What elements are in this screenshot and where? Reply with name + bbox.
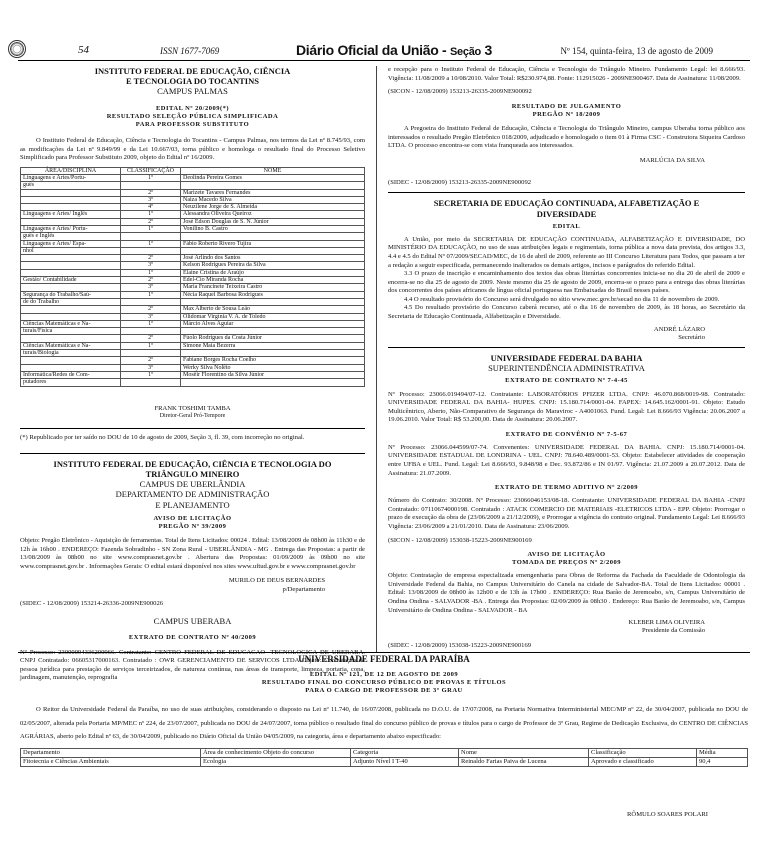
table-row — [21, 189, 365, 196]
result-body: A Pregoeira do Instituto Federal de Educação, Ciência e Tecnologia do Triângulo Mineiro, campus Uberaba torna público aos interessados o resultado Pregão Eletrônico 018/2009, adjudicado e homologado o item 01 à Firma CSC - Construtora Siqueira Cardoso LTDA. O processo encontra-se com vista franqueada aos interessados. — [388, 124, 745, 150]
cell-name — [181, 379, 365, 386]
table-row — [21, 255, 365, 262]
table-row — [21, 196, 365, 203]
contract-extract-body: Nº Processo: 23066.019494/07-12. Contratante: LABORATÓRIOS PFIZER LTDA. CNPJ: 46.070.868/0019-98. Contratado: UNIVERSIDADE FEDERAL DA BAHIA- HUPES. CNPJ: 15.180.714/0001-04. FAPEX: 14.645.162/0001-91. Objeto: Estudo Multicêntrico, Aberto, Não-Comparativo de Segurança do Maraviroc - A4001063. Fund. Legal: Lei 8.666/93 Vigência: 20.06.2007 a 19.06.2010. Valor Total: R$ 53.200,00. Data de Assinatura: 20.06.2007. — [388, 390, 745, 424]
signatory-name: KLEBER LIMA OLIVEIRA — [628, 619, 705, 627]
cell-area — [21, 204, 121, 211]
cell-name — [181, 247, 365, 254]
edital-title: EDITAL Nº 121, DE 12 DE AGOSTO DE 2009 — [309, 670, 459, 678]
edital-title: EDITAL Nº 20/2009(*) — [155, 104, 230, 112]
table-row — [21, 328, 365, 335]
cell-area — [21, 364, 121, 371]
table-row — [21, 233, 365, 240]
section-number: 3 — [484, 42, 493, 58]
cell-class: 2º — [121, 255, 181, 262]
table-row — [21, 174, 365, 181]
cell-name: Fábio Roberto Rivero Tujira — [181, 240, 365, 247]
table-row — [21, 218, 365, 225]
left-column — [20, 66, 365, 683]
cell-name: Mosêir Florentino da Silva Júnior — [181, 371, 365, 378]
contract-extract-title: EXTRATO DE CONTRATO Nº 7-4-45 — [505, 377, 628, 385]
cell-class: 2º — [121, 189, 181, 196]
cell-area: de do Trabalho — [21, 298, 121, 305]
table-row — [21, 277, 365, 284]
cell-class — [121, 379, 181, 386]
sidec-code: (SIDEC - 12/08/2009) 153038-15223-2009NE900169 — [388, 641, 532, 649]
cell-class: 1º — [121, 342, 181, 349]
ufba-name: UNIVERSIDADE FEDERAL DA BAHIA — [490, 353, 643, 364]
divider — [388, 347, 745, 348]
amendment-extract-title: EXTRATO DE TERMO ADITIVO Nº 2/2009 — [494, 484, 639, 492]
cell-area — [21, 306, 121, 313]
results-table — [20, 167, 365, 387]
table-row — [21, 335, 365, 342]
cell-classification: Aprovado e classificado — [589, 757, 697, 766]
cell-area: guês — [21, 182, 121, 189]
cell-class: 1º — [121, 269, 181, 276]
ufpb-results-table — [20, 748, 748, 767]
cell-name: Olidomar Virgínia V. A. de Toledo — [181, 313, 365, 320]
table-row — [21, 291, 365, 298]
sidec-code: (SIDEC - 12/08/2009) 153213-26335-2009NE900092 — [388, 178, 532, 186]
ift-campus: CAMPUS PALMAS — [157, 86, 228, 97]
amendment-extract-body: Número do Contrato: 30/2008. Nº Processo: 23066046153/08-18. Contratante: UNIVERSIDADE FEDERAL DA BAHIA -CNPJ Contratado: 07110674000198. Contratado : ATACK COMERCIO DE MATERIAIS -ELETRICOS LTDA - EPP. Objeto: Prorrogar o prazo de execução da obra de (23/06/2009 a 21/12/2009), e Prorrogar a vigência do contrato original. Fundamento Legal: Lei 8.666/93 Vigência: 23/06/2009 a 21/01/2010. Data de Assinatura: 23/06/2009. — [388, 497, 745, 530]
cell-class: 3º — [121, 262, 181, 269]
cell-class: 2º — [121, 218, 181, 225]
col-name: Nome — [459, 748, 589, 757]
cell-class: 1º — [121, 320, 181, 327]
cell-area: Ecologia — [201, 757, 351, 766]
cell-name — [181, 233, 365, 240]
extrato-body: Nº Processo: 23000094336200966. Contratante: CENTRO FEDERAL DE EDUCACAO -TECNOLOGICA DE UBERABA. CNPJ Contratado: 06605317000163. Contratado : OWR GERENCIAMENTO DE SERVICOS LTDA-Objeto: Contratação de pessoa jurídica para prestação de serviços terceirizados, de natureza contínua, nas áreas de transporte, limpeza, portaria, copa, jardinagem, manutenção, reprografia — [20, 648, 365, 682]
cell-area: Segurança do Trabalho/Saú- — [21, 291, 121, 298]
signatory-role: Secretário — [678, 333, 705, 341]
cell-area: Gestão/ Contabilidade — [21, 277, 121, 284]
edital-subtitle-2: PARA O CARGO DE PROFESSOR DE 3º GRAU — [305, 687, 463, 695]
continued-text: e recepção para o Instituto Federal de Educação, Ciência e Tecnologia do Triângulo Mineiro. Fundamento Legal: lei 8.666/93. Vigência: 11/08/2009 a 10/08/2010. Valor Total: R$230.974,88. Fonte: 112915026 - 2009NE900467. Data de Assinatura: 11/08/2009. — [388, 66, 745, 82]
table-row — [21, 182, 365, 189]
divider — [388, 192, 745, 193]
cell-area: putadores — [21, 379, 121, 386]
page-header — [0, 0, 768, 62]
cell-name — [181, 350, 365, 357]
table-row — [21, 306, 365, 313]
cell-area — [21, 218, 121, 225]
campus-uberaba: CAMPUS UBERABA — [153, 616, 232, 627]
cell-class: 3º — [121, 284, 181, 291]
cell-area: Linguagens e Artes/ Espa- — [21, 240, 121, 247]
republication-note: (*) Republicado por ter saído no DOU de 10 de agosto de 2009, Seção 3, fl. 39, com incorreção no original. — [20, 434, 305, 442]
cell-area — [21, 357, 121, 364]
table-row — [21, 757, 748, 766]
iftm-dept: DEPARTAMENTO DE ADMINISTRAÇÃO — [115, 489, 270, 500]
col-class: CLASSIFICAÇÃO — [121, 167, 181, 174]
table-row — [21, 211, 365, 218]
cell-class: 1º — [121, 240, 181, 247]
cell-name — [181, 298, 365, 305]
cell-name: Marizete Tavares Fernandes — [181, 189, 365, 196]
table-row — [21, 342, 365, 349]
cell-class — [121, 247, 181, 254]
cell-name: Max Alberto de Sousa Leão — [181, 306, 365, 313]
cell-area — [21, 269, 121, 276]
cell-class — [121, 233, 181, 240]
issn: ISSN 1677-7069 — [160, 46, 220, 56]
secad-paragraph-3: 4.4 O resultado provisório do Concurso será divulgado no sítio www.mec.gov.br/secad no dia 11 de novembro de 2009. — [404, 295, 720, 303]
edital-subtitle-1: RESULTADO FINAL DO CONCURSO PÚBLICO DE PROVAS E TÍTULOS — [261, 678, 507, 686]
col-department: Departamento — [21, 748, 201, 757]
secad-edital: EDITAL — [552, 222, 581, 230]
cell-name — [181, 328, 365, 335]
page-number: 54 — [78, 44, 89, 56]
aviso-title: AVISO DE LICITAÇÃO — [153, 514, 232, 522]
aviso-subtitle: PREGÃO Nº 39/2009 — [158, 522, 227, 530]
table-row — [21, 379, 365, 386]
ufba-superintendency: SUPERINTENDÊNCIA ADMINISTRATIVA — [488, 363, 645, 374]
secad-title: SECRETARIA DE EDUCAÇÃO CONTINUADA, ALFABETIZAÇÃO E — [433, 198, 700, 209]
agreement-extract-body: Nº Processo: 23066.044599/07-74. Convenentes: UNIVERSIDADE FEDERAL DA BAHIA. CNPJ: 15.180.714/0001-04. UNIVERSIDADE ESTADUAL DE LONDRINA - UEL. CNPJ: 78.640.489/0001-53. Objeto: Estabelecer atividades de cooperação entre UFBA e UEL. Fund. Legal: Lei 8.666/93, 9.848/98 e Dec. 93.872/86 e IN 01/97. Vigência: 21.07.2009 a 20.07.2012. Data de Assinatura: 21.07.2009. — [388, 443, 745, 477]
cell-name: Reinaldo Farias Paiva de Lucena — [459, 757, 589, 766]
signatory-name: RÔMULO SOARES POLARI — [627, 810, 708, 818]
column-separator — [376, 66, 377, 653]
result-subtitle: PREGÃO Nº 18/2009 — [532, 110, 601, 118]
table-row — [21, 204, 365, 211]
cell-name: Márcio Alves Aguiar — [181, 320, 365, 327]
table-row — [21, 269, 365, 276]
divider — [20, 428, 365, 429]
cell-area — [21, 255, 121, 262]
cell-department: Fitotecnia e Ciências Ambientais — [21, 757, 201, 766]
cell-name: Vonilino B. Castro — [181, 226, 365, 233]
table-row — [21, 313, 365, 320]
bottom-section — [20, 654, 748, 819]
cell-class: 1º — [121, 371, 181, 378]
cell-class: 2º — [121, 306, 181, 313]
coat-of-arms-icon — [8, 40, 26, 58]
table-row — [21, 298, 365, 305]
table-row — [21, 226, 365, 233]
cell-name: Nécia Raquel Barbosa Rodrigues — [181, 291, 365, 298]
cell-name: José Arlindo dos Santos — [181, 255, 365, 262]
cell-name: Fúolo Rodrigues da Costa Júnior — [181, 335, 365, 342]
signatory-name: MARLÚCIA DA SILVA — [639, 156, 705, 164]
cell-name: Fabiane Borges Rocha Coelho — [181, 357, 365, 364]
signatory-role: p/Departamento — [282, 585, 325, 593]
cell-area: turais/Física — [21, 328, 121, 335]
signatory-role: Presidente da Comissão — [642, 627, 705, 635]
col-classification: Classificação — [589, 748, 697, 757]
cell-class: 3º — [121, 196, 181, 203]
bid-notice-title: AVISO DE LICITAÇÃO — [527, 551, 606, 559]
cell-class: 1º — [121, 174, 181, 181]
edital-body: O Reitor da Universidade Federal da Paraíba, no uso de suas atribuições, considerando o disposto na Lei nº 11.740, de 16/07/2008, publicada no D.O.U. de 17/07/2008, na Portaria Normativa Interministerial MEC/MP nº 22, de 30/04/2007, publicada no DOU de 02/05/2007, alterada pela Portaria MP/MEC nº 224, de 23/07/2007, publicada no DOU de 24/07/2007, torna público o resultado final do concurso público de provas e títulos para o cargo de Professor de 3º Grau, Regime de Dedicação Exclusiva, do CENTRO DE CIÊNCIAS AGRÁRIAS, aberto pelo Edital nº 63, de 30/04/2009, publicado no Diário Oficial da União 04/05/2009, na categoria, área e departamento abaixo especificado: — [20, 706, 748, 741]
right-column — [388, 66, 745, 650]
cell-area — [21, 313, 121, 320]
cell-class — [121, 182, 181, 189]
cell-class — [121, 328, 181, 335]
divider — [20, 453, 365, 454]
cell-area: Linguagens e Artes/ Portu- — [21, 226, 121, 233]
cell-area: guês e Inglês — [21, 233, 121, 240]
col-average: Média — [697, 748, 748, 757]
cell-name — [181, 182, 365, 189]
cell-name: Deolinda Pereira Gomes — [181, 174, 365, 181]
cell-name: Neuzilene Jorge de S. Almeida — [181, 204, 365, 211]
signatory-name: MURILO DE DEUS BERNARDES — [228, 577, 325, 585]
cell-name: Naiza Macedo Silva — [181, 196, 365, 203]
secad-title-2: DIVERSIDADE — [536, 208, 597, 219]
bid-notice-body: Objeto: Contratação de empresa especializada emengenharia para Obras de Reforma da Fachada da Faculdade de Odontologia da Universidade Federal da Bahia, no Campus Universitário do Canela na cidade de Salvador-BA. Total de Itens Licitados: 00001 . Edital: 13/08/2009 de 08h00 às 12h00 e de 13h às 17h00 . ENDEREÇO: Rua Barão de Jeremoabo, s/n, Campus Universitário de Ondina Ondina - SALVADOR -BA . Entrega das Propostas: 02/09/2009 às 08h30 . Endereço: Rua Barão de Jeremoabo, s/n, Campus Universitário de Ondina Ondina - SALVADOR - BA — [388, 572, 745, 614]
cell-class: 2º — [121, 277, 181, 284]
table-row — [21, 247, 365, 254]
section-rule — [18, 652, 750, 653]
cell-area — [21, 196, 121, 203]
cell-area: Linguagens e Artes/ Inglês — [21, 211, 121, 218]
cell-class: 1º — [121, 291, 181, 298]
cell-area — [21, 262, 121, 269]
cell-name: Edel-Cio Miranda Rocha — [181, 277, 365, 284]
table-row — [21, 262, 365, 269]
table-row — [21, 240, 365, 247]
edital-body: O Instituto Federal de Educação, Ciência e Tecnologia do Tocantins - Campus Palmas, nos termos da Lei nº 8.745/93, com as modificações da Lei nº 9.849/99 e da Lei 10.667/03, torna público e homologa o resultado final do Processo Seletivo Simplificado para Professor Substituto 2009, objeto do Edital nº 16/2009. — [20, 136, 365, 162]
table-row — [21, 357, 365, 364]
table-row — [21, 284, 365, 291]
secad-paragraph-1: A União, por meio da SECRETARIA DE EDUCAÇÃO CONTINUADA, ALFABETIZAÇÃO E DIVERSIDADE, DO MINISTÉRIO DA EDUCAÇÃO, no uso de suas atribuições legais e regimentais, torna pública a nova data prevista, dos artigos 3.3, 4.4 e 4.5 do Edital Nº 07/2009/SECAD/MEC, de 16 de abril de 2009, referente ao III Concurso Literatura para Todos, que passam a ter a redação a seguir especificada, permanecendo inalterados os demais artigos, incisos e parágrafos do referido Edital. — [388, 235, 745, 269]
col-area: Área de conhecimento Objeto do concurso — [201, 748, 351, 757]
cell-category: Adjunto Nível I T-40 — [351, 757, 459, 766]
cell-class: 1º — [121, 211, 181, 218]
cell-name: Simone Maia Bezerra — [181, 342, 365, 349]
cell-area — [21, 189, 121, 196]
edition-date: Nº 154, quinta-feira, 13 de agosto de 2009 — [560, 46, 713, 56]
cell-class: 3º — [121, 364, 181, 371]
result-title: RESULTADO DE JULGAMENTO — [511, 102, 622, 110]
iftm-dept-2: E PLANEJAMENTO — [155, 499, 230, 510]
agreement-extract-title: EXTRATO DE CONVÊNIO Nº 7-5-67 — [505, 430, 628, 438]
cell-class — [121, 350, 181, 357]
sicon-code: (SICON - 12/08/2009) 153213-26335-2009NE900092 — [388, 88, 532, 96]
cell-area: nhol — [21, 247, 121, 254]
edital-subtitle-1: RESULTADO SELEÇÃO PÚBLICA SIMPLIFICADA — [106, 112, 279, 120]
table-row — [21, 364, 365, 371]
cell-area — [21, 335, 121, 342]
cell-name: José Edson Douglas de S. N. Júnior — [181, 218, 365, 225]
ift-name: INSTITUTO FEDERAL DE EDUCAÇÃO, CIÊNCIA — [94, 66, 291, 76]
cell-area — [21, 284, 121, 291]
col-area: ÁREA/DISCIPLINA — [21, 167, 121, 174]
cell-class: 2º — [121, 357, 181, 364]
sidec-code: (SIDEC - 12/08/2009) 153214-26336-2009NE900026 — [20, 599, 164, 607]
cell-class — [121, 298, 181, 305]
iftm-name: INSTITUTO FEDERAL DE EDUCAÇÃO, CIÊNCIA E TECNOLOGIA DO — [53, 458, 332, 469]
table-row — [21, 350, 365, 357]
secad-paragraph-2: 3.3 O prazo de inscrição e encaminhamento dos textos das obras literárias concorrentes inicia-se no dia 20 de abril de 2009 e encerra-se no dia 25 de agosto de 2009. Neste mesmo dia 25 de agosto de 2009, encerra-se o prazo para a entrega das obras literárias dos concorrentes dos países africanos de língua oficial portuguesa nas Embaixadas do Brasil nesses países. — [388, 270, 745, 295]
cell-area: turais/Biologia — [21, 350, 121, 357]
header-rule — [18, 60, 750, 61]
cell-area: Informática/Redes de Com- — [21, 371, 121, 378]
iftm-name-2: TRIÂNGULO MINEIRO — [145, 469, 240, 480]
ift-name-2: E TECNOLOGIA DO TOCANTINS — [126, 76, 259, 87]
cell-average: 90,4 — [697, 757, 748, 766]
journal-name: Diário Oficial da União - — [296, 42, 451, 58]
secad-paragraph-4: 4.5 Do resultado provisório do Concurso caberá recurso, até o dia 16 de novembro de 2009, às 18 horas, ao Secretário da Secretaria de Educação Continuada, Alfabetização e Diversidade. — [388, 304, 745, 320]
section-word: Seção — [450, 46, 481, 58]
cell-name: Werky Silva Nolêto — [181, 364, 365, 371]
cell-area: Ciências Matemáticas e Na- — [21, 320, 121, 327]
table-row — [21, 371, 365, 378]
table-row — [21, 320, 365, 327]
col-name: NOME — [181, 167, 365, 174]
cell-name: Alessandra Oliveira Queiroz — [181, 211, 365, 218]
cell-name: Elaine Cristina de Araújo — [181, 269, 365, 276]
cell-area: Ciências Matemáticas e Na- — [21, 342, 121, 349]
edital-subtitle-2: PARA PROFESSOR SUBSTITUTO — [135, 120, 250, 128]
col-category: Categoria — [351, 748, 459, 757]
results-table-body — [21, 174, 365, 386]
cell-class: 4º — [121, 204, 181, 211]
sicon-code: (SICON - 12/08/2009) 153038-15223-2009NE900169 — [388, 536, 532, 544]
cell-class: 3º — [121, 313, 181, 320]
cell-name: Maria Francinete Teixeira Castro — [181, 284, 365, 291]
iftm-campus: CAMPUS DE UBERLÂNDIA — [139, 479, 246, 490]
journal-title — [296, 42, 492, 60]
aviso-body: Objeto: Pregão Eletrônico - Aquisição de ferramentas. Total de Itens Licitados: 00024 . Edital: 13/08/2009 de 08h00 às 11h30 e de 12h às 16h00 . ENDEREÇO: Fazenda Sobradinho - SN Zona Rural - UBERLÂNDIA - MG . Entrega das Propostas: a partir de 13/08/2009 às 08h00 no site www.comprasnet.gov.br . Abertura das Propostas: 01/09/2009 às 09h00 no site www.comprasnet.gov.br . Informações Gerais: O edital estará disponível nos sites www.uftud.gov.br e www.comprasnet.gov.br — [20, 537, 365, 570]
extrato-title: EXTRATO DE CONTRATO Nº 40/2009 — [128, 634, 257, 642]
cell-class: 1º — [121, 226, 181, 233]
signatory-role: Diretor-Geral Pró-Tempore — [159, 412, 226, 419]
bid-notice-subtitle: TOMADA DE PREÇOS Nº 2/2009 — [512, 559, 621, 567]
signatory-name: FRANK TOSHIMI TAMBA — [154, 404, 231, 412]
cell-name: Kelson Rodrigues Pereira da Silva — [181, 262, 365, 269]
signatory-name: ANDRÉ LÁZARO — [653, 325, 705, 333]
ufpb-name: UNIVERSIDADE FEDERAL DA PARAÍBA — [298, 654, 470, 664]
cell-class: 2º — [121, 335, 181, 342]
cell-area: Linguagens e Artes/Portu- — [21, 174, 121, 181]
